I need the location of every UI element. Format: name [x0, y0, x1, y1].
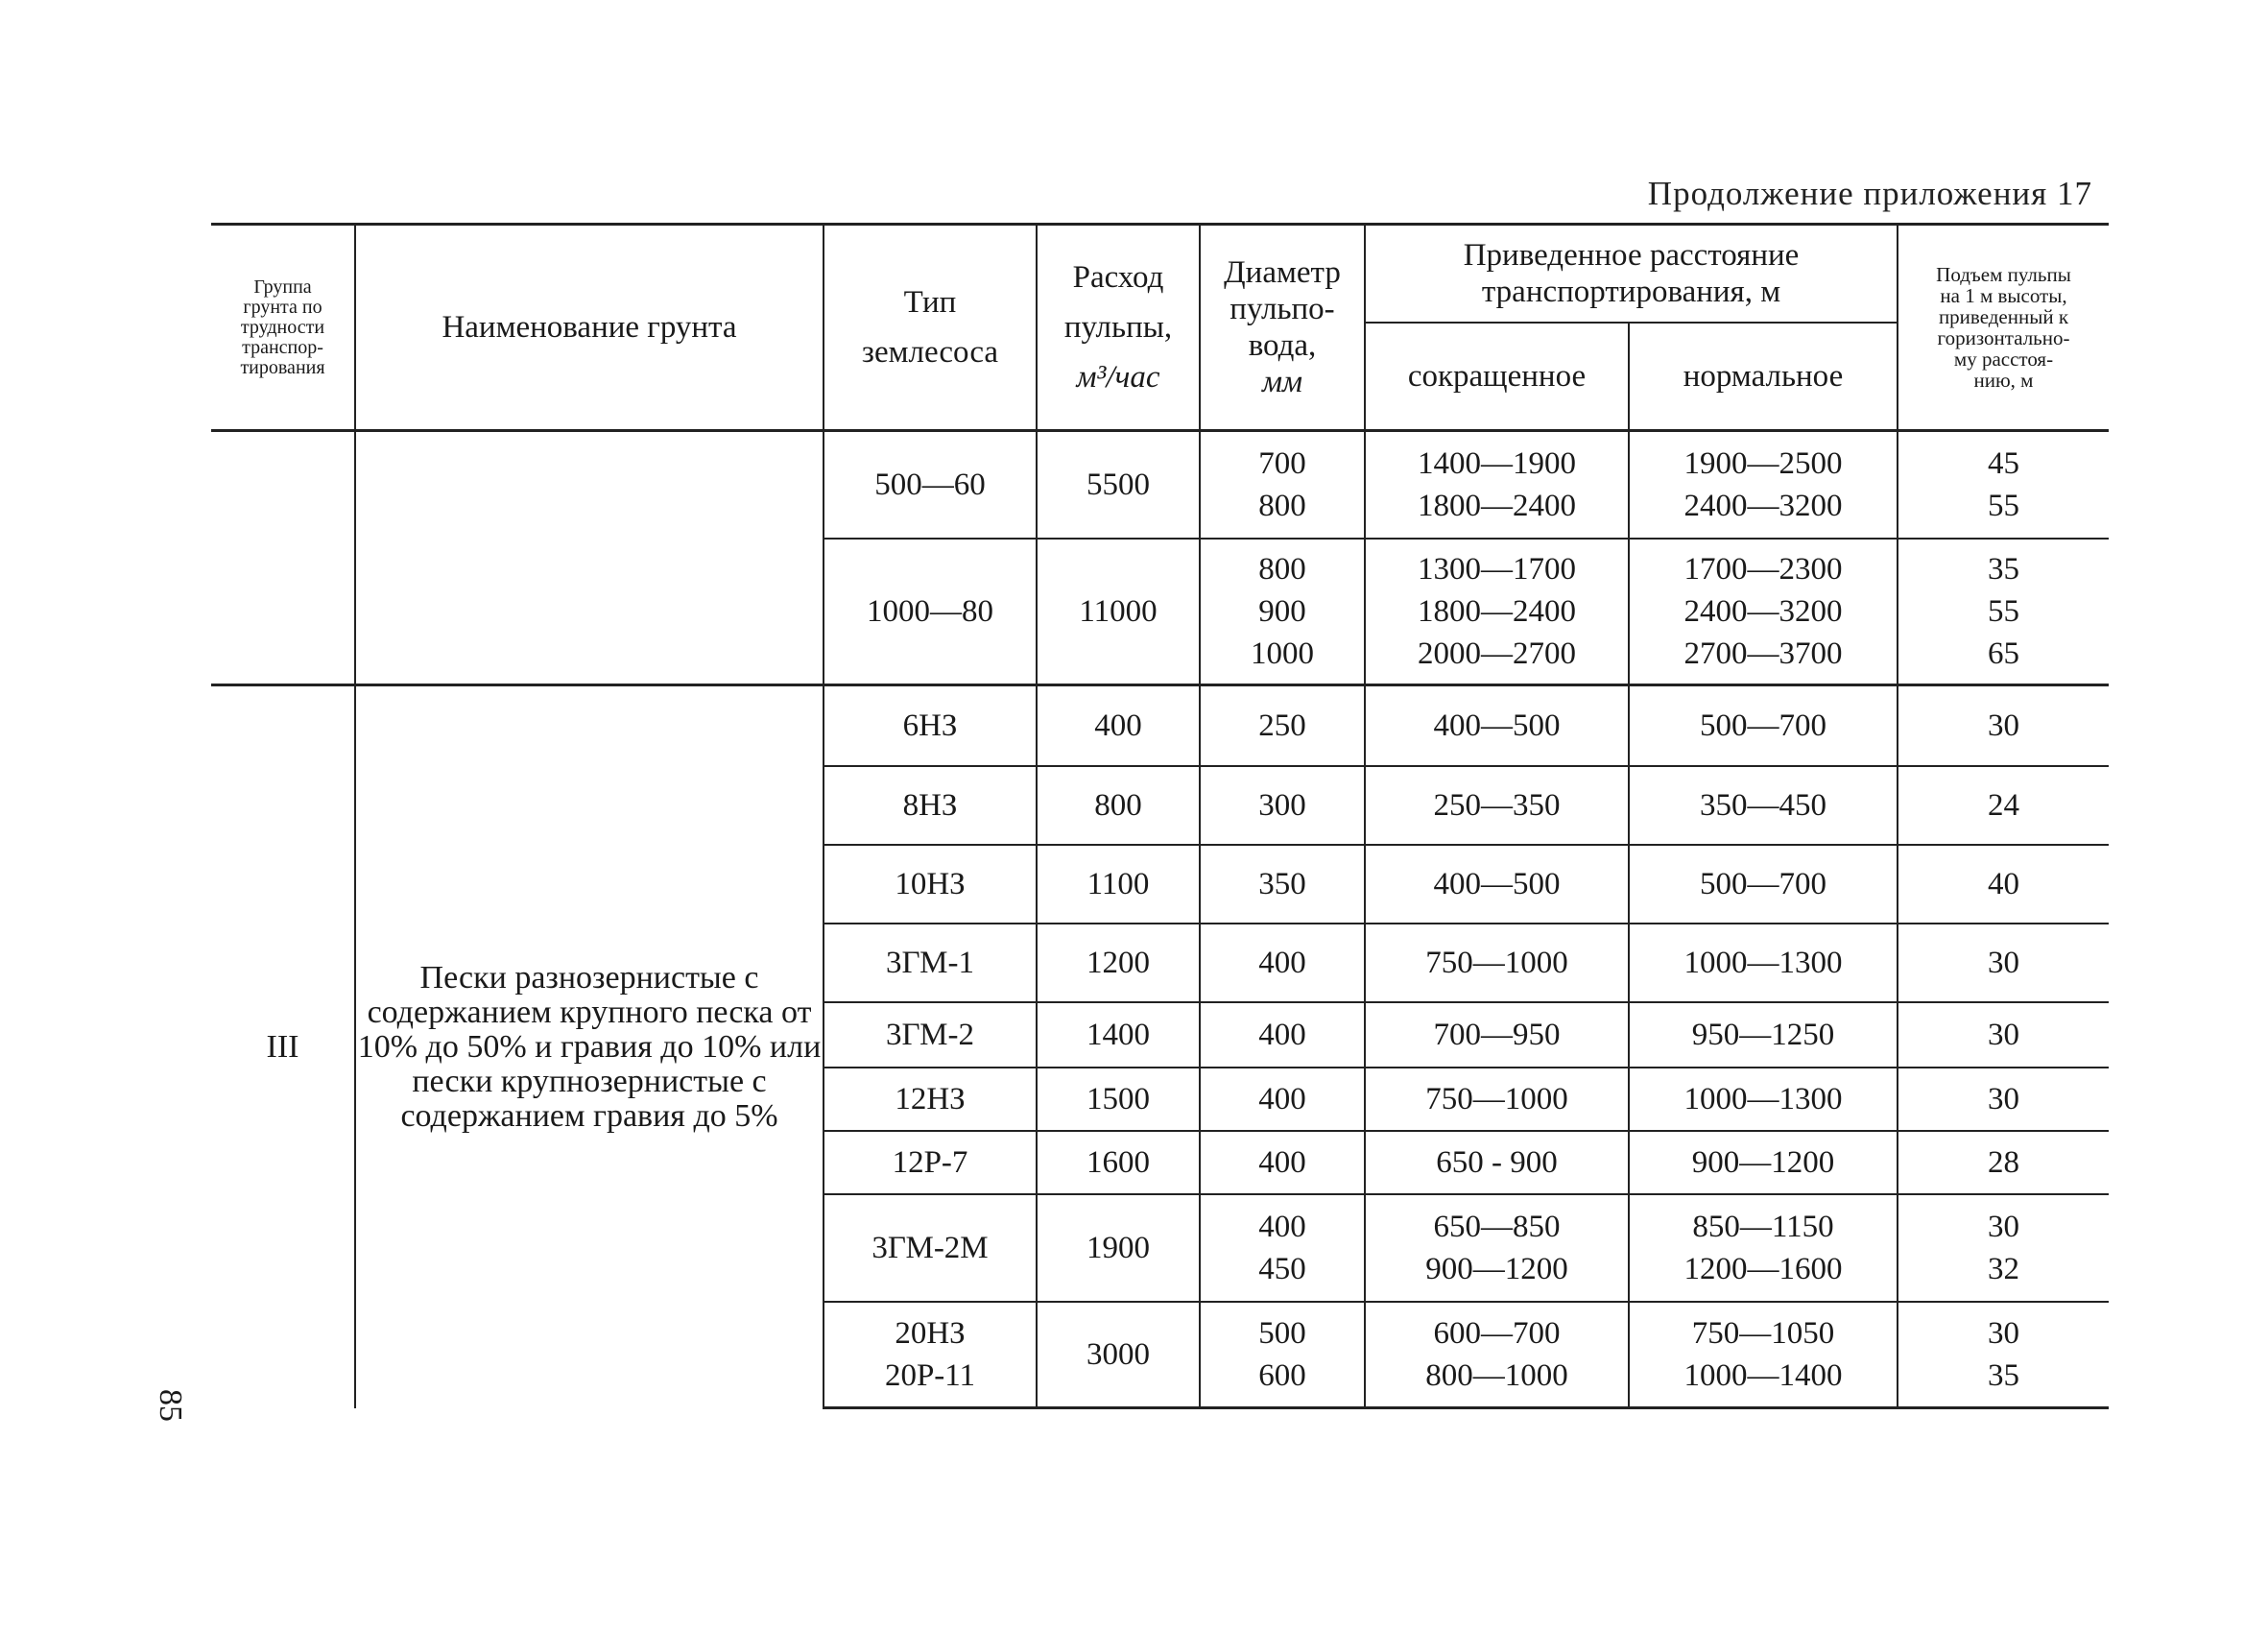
reduced-distance-cell-line: 650—850	[1433, 1210, 1561, 1244]
reduced-distance-cell	[1365, 1131, 1629, 1194]
reduced-distance-cell	[1365, 1002, 1629, 1068]
normal-distance-cell-line: 2700—3700	[1683, 636, 1843, 671]
header-flow	[1037, 225, 1200, 431]
header-line: Тип	[903, 285, 957, 320]
reduced-distance-cell-line: 900—1200	[1425, 1252, 1568, 1286]
reduced-distance-cell-line: 650 - 900	[1436, 1145, 1558, 1180]
dredge-type-cell-line: 12Р-7	[892, 1145, 968, 1180]
header-name: Наименование грунта	[355, 225, 824, 431]
normal-distance-cell	[1629, 1002, 1898, 1068]
reduced-distance-cell-line: 2000—2700	[1418, 636, 1576, 671]
lift-cell-line: 55	[1988, 489, 2019, 523]
lift-cell	[1898, 766, 2109, 845]
lift-cell	[1898, 1068, 2109, 1131]
header-line: пульпо-	[1229, 292, 1335, 326]
flow-cell-line: 5500	[1086, 468, 1150, 502]
lift-cell-line: 30	[1988, 708, 2019, 743]
dredge-type-cell-line: 10НЗ	[895, 867, 966, 901]
header-line: на 1 м высоты,	[1940, 284, 2067, 307]
reduced-distance-cell-line: 400—500	[1433, 867, 1561, 901]
flow-cell-line: 11000	[1079, 594, 1158, 629]
reduced-distance-cell-line: 800—1000	[1425, 1358, 1568, 1393]
normal-distance-cell-line: 1200—1600	[1683, 1252, 1843, 1286]
dredge-type-cell	[824, 1302, 1037, 1408]
normal-distance-cell-line: 900—1200	[1691, 1145, 1835, 1180]
flow-cell	[1037, 539, 1200, 685]
reduced-distance-cell-line: 250—350	[1433, 788, 1561, 823]
diameter-cell-line: 300	[1258, 788, 1306, 823]
flow-cell	[1037, 1194, 1200, 1302]
flow-cell	[1037, 1131, 1200, 1194]
lift-cell-line: 55	[1988, 594, 2019, 629]
reduced-distance-cell-line: 700—950	[1433, 1018, 1561, 1052]
dredge-type-cell	[824, 845, 1037, 924]
header-line: трудности	[240, 316, 325, 338]
reduced-distance-cell	[1365, 924, 1629, 1002]
diameter-cell	[1200, 845, 1365, 924]
flow-cell-line: 1900	[1086, 1231, 1150, 1265]
page-number: 85	[153, 1389, 188, 1422]
header-distance	[1365, 225, 1898, 324]
flow-cell-line: 1400	[1086, 1018, 1150, 1052]
dredge-type-cell-line: 20НЗ	[895, 1316, 966, 1351]
diameter-cell	[1200, 1131, 1365, 1194]
reduced-distance-cell-line: 1800—2400	[1418, 489, 1576, 523]
header-line: вода,	[1248, 328, 1317, 363]
normal-distance-cell	[1629, 1131, 1898, 1194]
dredge-type-cell-line: 500—60	[874, 468, 986, 502]
flow-cell	[1037, 1302, 1200, 1408]
reduced-distance-cell	[1365, 845, 1629, 924]
normal-distance-cell-line: 2400—3200	[1683, 594, 1843, 629]
lift-cell-line: 65	[1988, 636, 2019, 671]
reduced-distance-cell-line: 1800—2400	[1418, 594, 1576, 629]
diameter-cell	[1200, 431, 1365, 540]
reduced-distance-cell	[1365, 539, 1629, 685]
header-line: му расстоя-	[1953, 348, 2054, 371]
normal-distance-cell	[1629, 845, 1898, 924]
diameter-cell-line: 400	[1258, 1210, 1306, 1244]
header-line: горизонтально-	[1937, 326, 2070, 349]
dredge-type-cell	[824, 1194, 1037, 1302]
lift-cell-line: 30	[1988, 1082, 2019, 1116]
normal-distance-cell-line: 350—450	[1700, 788, 1826, 823]
normal-distance-cell-line: 2400—3200	[1683, 489, 1843, 523]
normal-distance-cell-line: 1000—1400	[1683, 1358, 1843, 1393]
header-line: Диаметр	[1224, 255, 1341, 290]
reduced-distance-cell-line: 1300—1700	[1418, 552, 1576, 587]
reduced-distance-cell-line: 600—700	[1433, 1316, 1561, 1351]
normal-distance-cell	[1629, 1194, 1898, 1302]
diameter-cell-line: 400	[1258, 1082, 1306, 1116]
diameter-cell	[1200, 766, 1365, 845]
flow-cell	[1037, 1068, 1200, 1131]
header-line: нию, м	[1973, 369, 2034, 392]
lift-cell-line: 35	[1988, 552, 2019, 587]
flow-cell-line: 1200	[1086, 946, 1150, 980]
lift-cell	[1898, 539, 2109, 685]
header-line: приведенный к	[1938, 305, 2069, 328]
diameter-cell	[1200, 685, 1365, 767]
reduced-distance-cell-line: 750—1000	[1425, 1082, 1568, 1116]
diameter-cell-line: 400	[1258, 946, 1306, 980]
flow-cell-line: 400	[1094, 708, 1142, 743]
diameter-cell-line: 400	[1258, 1018, 1306, 1052]
dredge-type-cell	[824, 1131, 1037, 1194]
lift-cell	[1898, 1002, 2109, 1068]
lift-cell	[1898, 431, 2109, 540]
dredge-type-cell	[824, 1002, 1037, 1068]
diameter-cell	[1200, 924, 1365, 1002]
dredge-type-cell	[824, 431, 1037, 540]
header-line: Приведенное расстояние	[1463, 238, 1800, 273]
dredge-type-cell	[824, 685, 1037, 767]
flow-cell	[1037, 766, 1200, 845]
normal-distance-cell	[1629, 685, 1898, 767]
table-row	[211, 431, 2109, 540]
flow-cell-line: 1500	[1086, 1082, 1150, 1116]
header-lift	[1898, 225, 2109, 431]
running-head: Продолжение приложения 17	[1647, 175, 2092, 212]
lift-cell	[1898, 1302, 2109, 1408]
diameter-cell	[1200, 1002, 1365, 1068]
header-line: Группа	[253, 276, 312, 298]
header-line: м³/час	[1076, 360, 1160, 395]
reduced-distance-cell	[1365, 685, 1629, 767]
dredge-type-cell-line: 6НЗ	[902, 708, 958, 743]
table-row	[211, 685, 2109, 767]
lift-cell-line: 30	[1988, 1210, 2019, 1244]
normal-distance-cell-line: 500—700	[1700, 867, 1826, 901]
dredge-type-cell-line: 3ГМ-2	[886, 1018, 974, 1052]
header-diameter	[1200, 225, 1365, 431]
header-group	[211, 225, 355, 431]
diameter-cell-line: 900	[1258, 594, 1306, 629]
diameter-cell	[1200, 1194, 1365, 1302]
header-normal: нормальное	[1629, 323, 1898, 431]
lift-cell-line: 28	[1988, 1145, 2019, 1180]
normal-distance-cell-line: 1700—2300	[1683, 552, 1843, 587]
data-table	[211, 223, 2109, 1409]
diameter-cell-line: 250	[1258, 708, 1306, 743]
lift-cell-line: 32	[1988, 1252, 2019, 1286]
normal-distance-cell	[1629, 924, 1898, 1002]
lift-cell	[1898, 685, 2109, 767]
header-line: транспортирования, м	[1481, 275, 1781, 309]
normal-distance-cell	[1629, 1302, 1898, 1408]
normal-distance-cell-line: 500—700	[1700, 708, 1826, 743]
dredge-type-cell	[824, 539, 1037, 685]
dredge-type-cell-line: 8НЗ	[902, 788, 958, 823]
reduced-distance-cell-line: 400—500	[1433, 708, 1561, 743]
diameter-cell-line: 1000	[1251, 636, 1314, 671]
flow-cell-line: 1100	[1086, 867, 1150, 901]
lift-cell	[1898, 1194, 2109, 1302]
header-line: пульпы,	[1063, 310, 1173, 345]
lift-cell-line: 30	[1988, 1018, 2019, 1052]
normal-distance-cell	[1629, 1068, 1898, 1131]
lift-cell-line: 30	[1988, 946, 2019, 980]
lift-cell-line: 24	[1988, 788, 2019, 823]
reduced-distance-cell-line: 1400—1900	[1418, 446, 1576, 481]
normal-distance-cell	[1629, 539, 1898, 685]
normal-distance-cell	[1629, 431, 1898, 540]
diameter-cell-line: 450	[1258, 1252, 1306, 1286]
lift-cell-line: 35	[1988, 1358, 2019, 1393]
lift-cell	[1898, 924, 2109, 1002]
header-line: тирования	[240, 356, 325, 378]
dredge-type-cell	[824, 1068, 1037, 1131]
flow-cell	[1037, 924, 1200, 1002]
flow-cell	[1037, 685, 1200, 767]
header-line: землесоса	[861, 335, 999, 370]
flow-cell-line: 1600	[1086, 1145, 1150, 1180]
soil-name-cell: Пески разнозернистые с содержанием крупного песка от 10% до 50% и гравия до 10% или пески крупнозернистые с содержанием гравия до 5%	[355, 685, 824, 1408]
reduced-distance-cell	[1365, 431, 1629, 540]
reduced-distance-cell	[1365, 1302, 1629, 1408]
header-line: грунта по	[243, 296, 322, 318]
lift-cell	[1898, 845, 2109, 924]
header-reduced: сокращенное	[1365, 323, 1629, 431]
dredge-type-cell	[824, 924, 1037, 1002]
reduced-distance-cell	[1365, 1194, 1629, 1302]
normal-distance-cell-line: 850—1150	[1692, 1210, 1834, 1244]
reduced-distance-cell-line: 750—1000	[1425, 946, 1568, 980]
header-line: транспор-	[242, 336, 323, 358]
group-cell	[211, 431, 355, 685]
normal-distance-cell-line: 1000—1300	[1683, 946, 1843, 980]
header-line: Подъем пульпы	[1936, 263, 2071, 286]
dredge-type-cell-line: 3ГМ-2М	[871, 1231, 989, 1265]
flow-cell	[1037, 431, 1200, 540]
soil-name-cell	[355, 431, 824, 685]
diameter-cell-line: 600	[1258, 1358, 1306, 1393]
lift-cell	[1898, 1131, 2109, 1194]
flow-cell	[1037, 845, 1200, 924]
dredge-type-cell-line: 12НЗ	[895, 1082, 966, 1116]
header-dredge-type	[824, 225, 1037, 431]
header-line: Расход	[1072, 260, 1164, 295]
dredge-type-cell-line: 20Р-11	[884, 1358, 976, 1393]
dredge-type-cell-line: 1000—80	[867, 594, 993, 629]
normal-distance-cell-line: 950—1250	[1691, 1018, 1835, 1052]
diameter-cell-line: 400	[1258, 1145, 1306, 1180]
flow-cell	[1037, 1002, 1200, 1068]
flow-cell-line: 3000	[1086, 1337, 1150, 1372]
flow-cell-line: 800	[1094, 788, 1142, 823]
dredge-type-cell	[824, 766, 1037, 845]
diameter-cell-line: 350	[1258, 867, 1306, 901]
normal-distance-cell	[1629, 766, 1898, 845]
table-body	[211, 431, 2109, 1408]
diameter-cell-line: 800	[1258, 489, 1306, 523]
diameter-cell	[1200, 1068, 1365, 1131]
header-line: мм	[1261, 365, 1303, 399]
lift-cell-line: 45	[1988, 446, 2019, 481]
normal-distance-cell-line: 1000—1300	[1683, 1082, 1843, 1116]
diameter-cell-line: 700	[1258, 446, 1306, 481]
diameter-cell	[1200, 539, 1365, 685]
diameter-cell-line: 500	[1258, 1316, 1306, 1351]
normal-distance-cell-line: 750—1050	[1691, 1316, 1835, 1351]
reduced-distance-cell	[1365, 766, 1629, 845]
lift-cell-line: 30	[1988, 1316, 2019, 1351]
reduced-distance-cell	[1365, 1068, 1629, 1131]
diameter-cell-line: 800	[1258, 552, 1306, 587]
diameter-cell	[1200, 1302, 1365, 1408]
normal-distance-cell-line: 1900—2500	[1683, 446, 1843, 481]
lift-cell-line: 40	[1988, 867, 2019, 901]
dredge-type-cell-line: 3ГМ-1	[886, 946, 974, 980]
group-cell: III	[211, 685, 355, 1408]
